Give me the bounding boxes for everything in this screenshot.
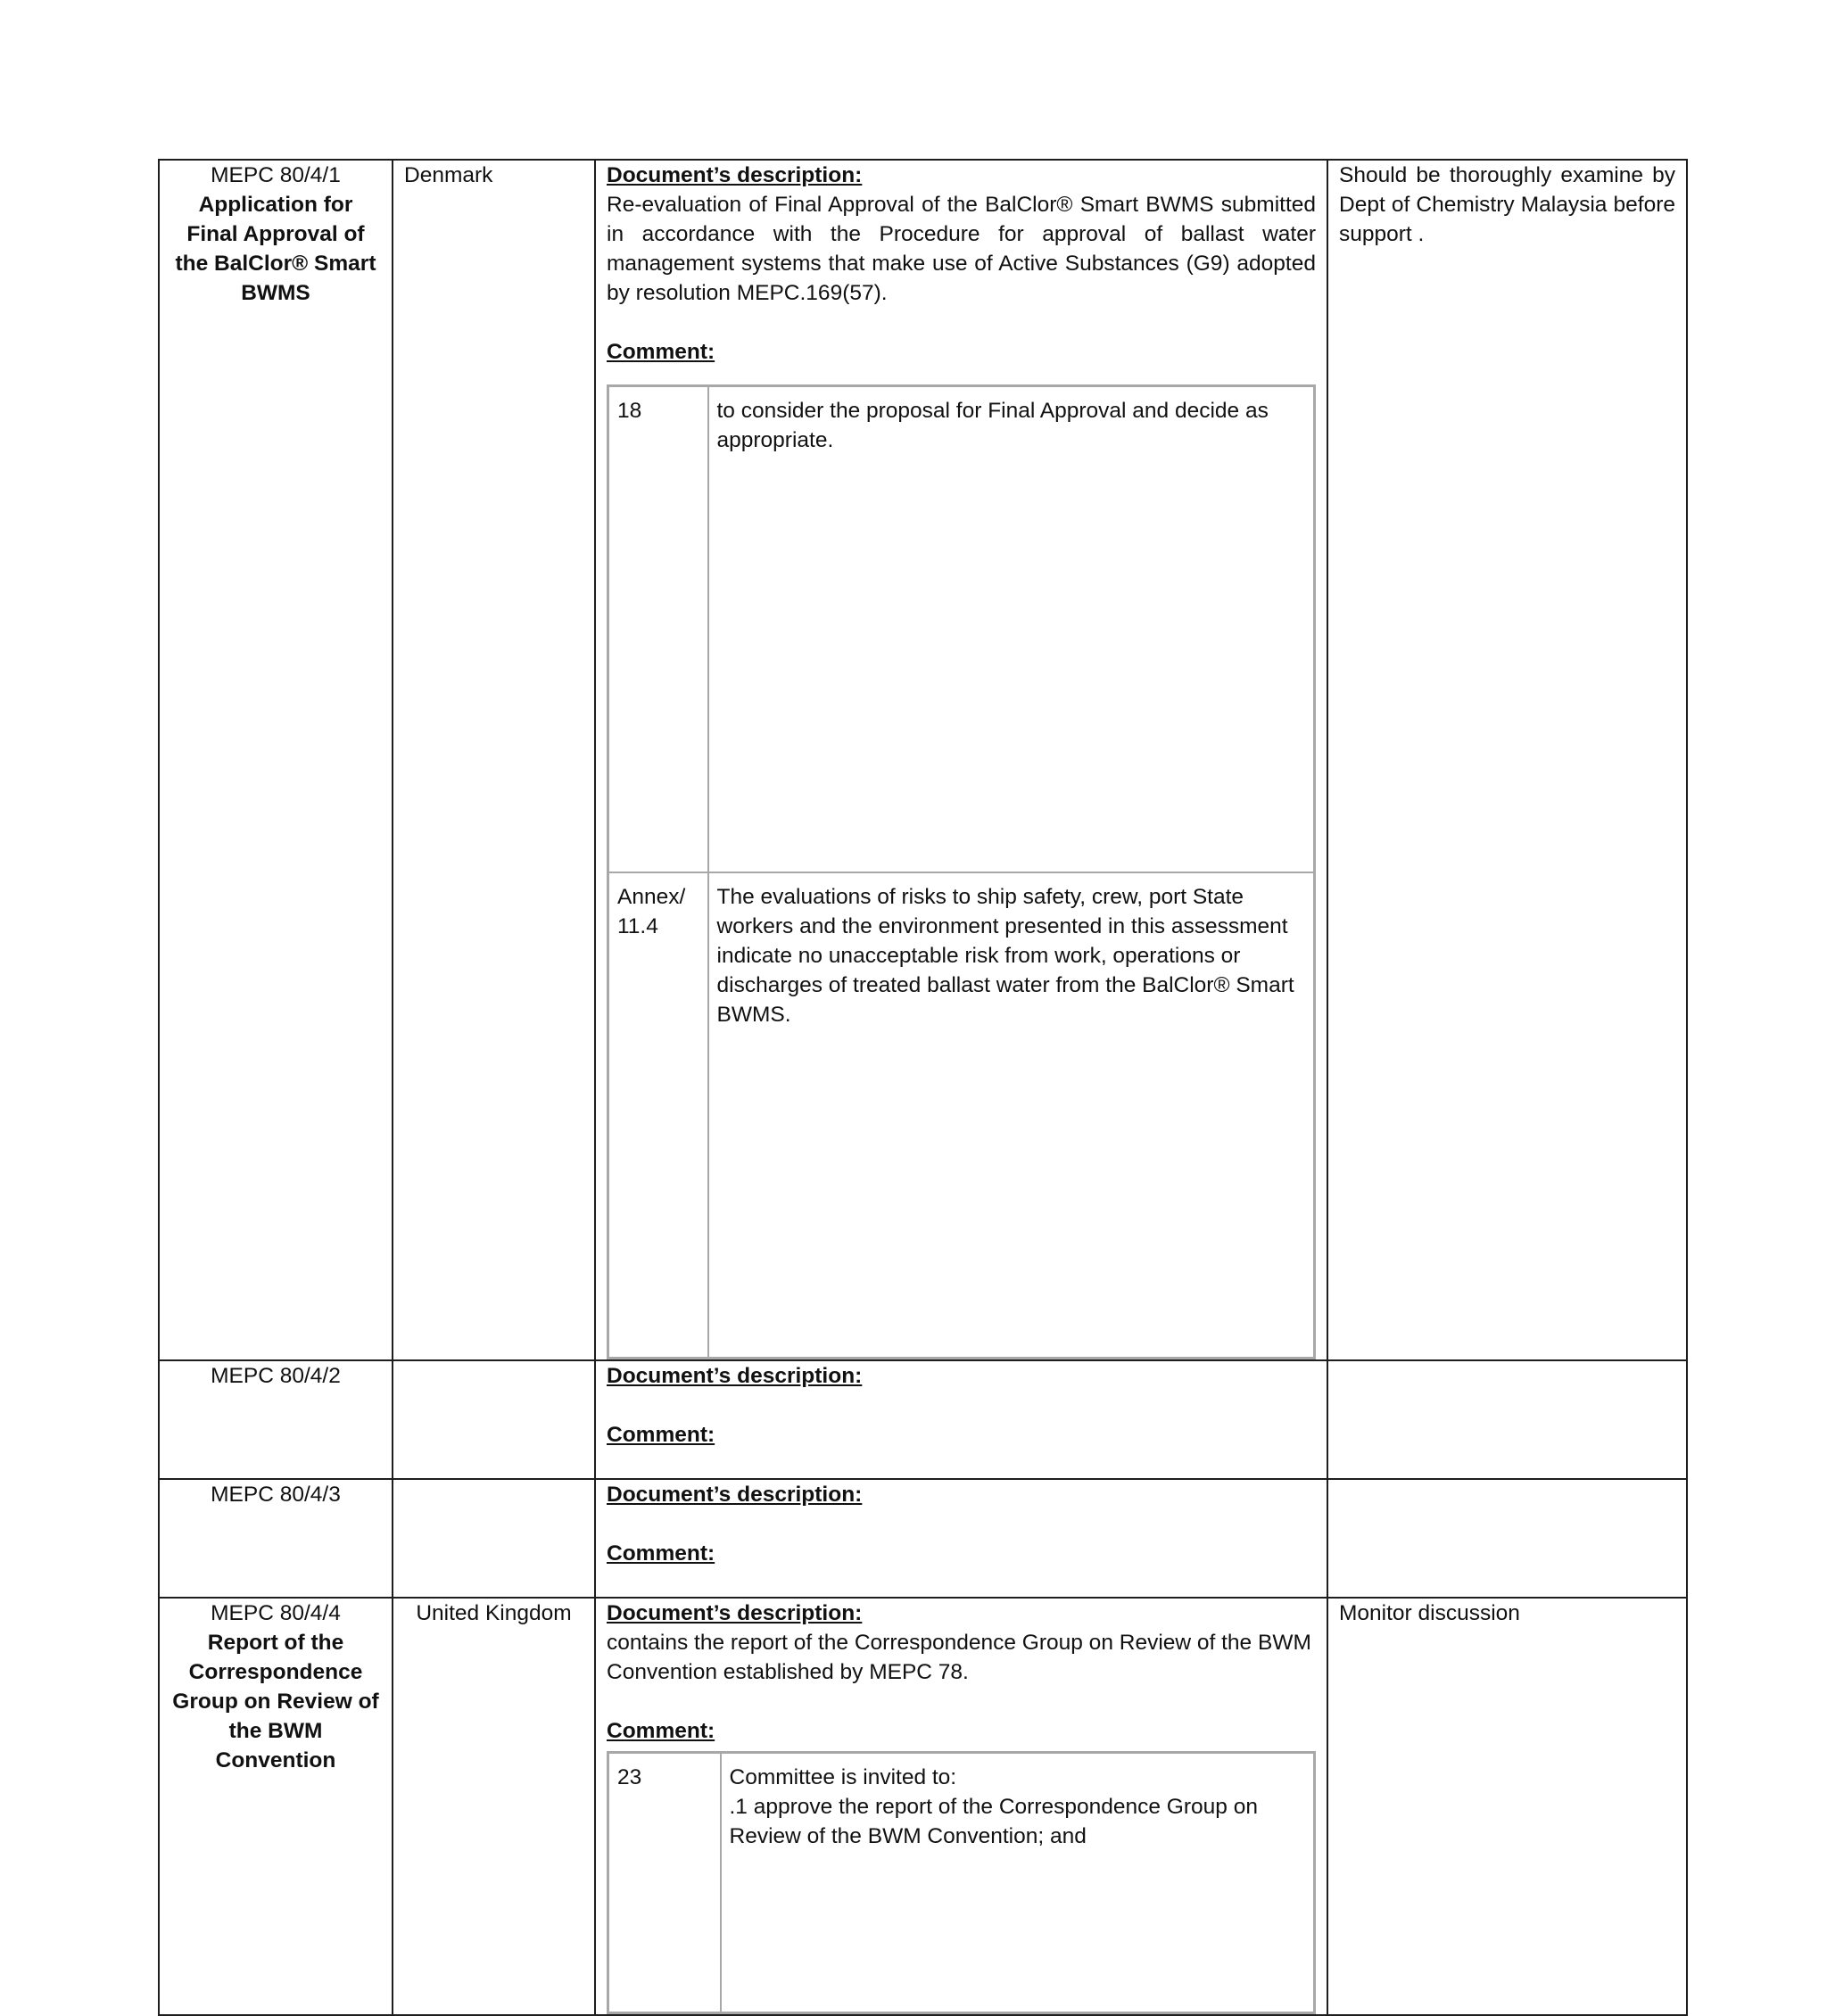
document-title: Application for Final Approval of the BalClor® Smart BWMS [175, 193, 376, 305]
paragraph-row [608, 386, 1315, 872]
description-heading: Document’s description: [607, 1483, 863, 1507]
comments-cell [1327, 1360, 1687, 1479]
paragraph-row [608, 872, 1315, 1359]
description-text: contains the report of the Correspondence Group on Review of the BWM Convention established by MEPC 78. [607, 1631, 1311, 1684]
submitter-cell [393, 160, 595, 1360]
paragraph-text: The evaluations of risks to ship safety, crew, port State workers and the environment presented in this assessment indicate no unacceptable risk from work, operations or discharges of treated ballast water from the BalClor® Smart BWMS. [708, 872, 1315, 1359]
document-reference-cell [159, 1479, 393, 1598]
document-number: MEPC 80/4/4 [211, 1601, 341, 1625]
paragraph-number: 23 [608, 1753, 721, 2013]
description-cell [595, 160, 1327, 1360]
paragraph-table [607, 384, 1316, 1359]
document-reference-cell [159, 1360, 393, 1479]
spacer [607, 1391, 1316, 1420]
paragraph-text-cell [721, 1753, 1315, 2013]
comments-text: Should be thoroughly examine by Dept of Chemistry Malaysia before support . [1339, 163, 1675, 246]
comments-cell [1327, 1479, 1687, 1598]
document-reference-cell [159, 160, 393, 1360]
description-cell [595, 1360, 1327, 1479]
description-heading: Document’s description: [607, 1364, 863, 1388]
comment-heading: Comment: [607, 1719, 715, 1743]
paragraph-row [608, 1753, 1315, 2013]
comments-cell [1327, 1598, 1687, 2015]
paragraph-text: to consider the proposal for Final Approval and decide as appropriate. [708, 386, 1315, 872]
description-cell [595, 1479, 1327, 1598]
description-heading: Document’s description: [607, 163, 863, 187]
submitter-cell [393, 1360, 595, 1479]
mepc-document-table [158, 159, 1688, 2016]
submitter-name: United Kingdom [416, 1601, 572, 1625]
paragraph-number: 18 [608, 386, 708, 872]
comment-heading: Comment: [607, 1541, 715, 1566]
document-number: MEPC 80/4/2 [211, 1364, 341, 1388]
paragraph-intro: Committee is invited to: [729, 1765, 957, 1789]
table-row [159, 1360, 1687, 1479]
description-text: Re-evaluation of Final Approval of the BalClor® Smart BWMS submitted in accordance with the Procedure for approval of ballast water management systems that make use of Active Substances (G9) adopted by resolution MEPC.169(57). [607, 193, 1316, 305]
spacer [607, 1687, 1316, 1716]
document-title: Report of the Correspondence Group on Review of the BWM Convention [172, 1631, 379, 1772]
paragraph-table [607, 1751, 1316, 2014]
spacer [607, 308, 1316, 337]
comments-text: Monitor discussion [1339, 1601, 1520, 1625]
submitter-name: Denmark [404, 163, 493, 187]
table-row [159, 1598, 1687, 2015]
paragraph-text: .1 approve the report of the Correspondence Group on Review of the BWM Convention; and [729, 1795, 1258, 1848]
submitter-cell [393, 1598, 595, 2015]
table-row [159, 1479, 1687, 1598]
paragraph-number: Annex/ 11.4 [608, 872, 708, 1359]
comments-cell [1327, 160, 1687, 1360]
document-reference-cell [159, 1598, 393, 2015]
comment-heading: Comment: [607, 340, 715, 364]
description-heading: Document’s description: [607, 1601, 863, 1625]
spacer [607, 1509, 1316, 1539]
document-number: MEPC 80/4/1 [211, 163, 341, 187]
description-cell [595, 1598, 1327, 2015]
document-number: MEPC 80/4/3 [211, 1483, 341, 1507]
comment-heading: Comment: [607, 1423, 715, 1447]
submitter-cell [393, 1479, 595, 1598]
table-row [159, 160, 1687, 1360]
